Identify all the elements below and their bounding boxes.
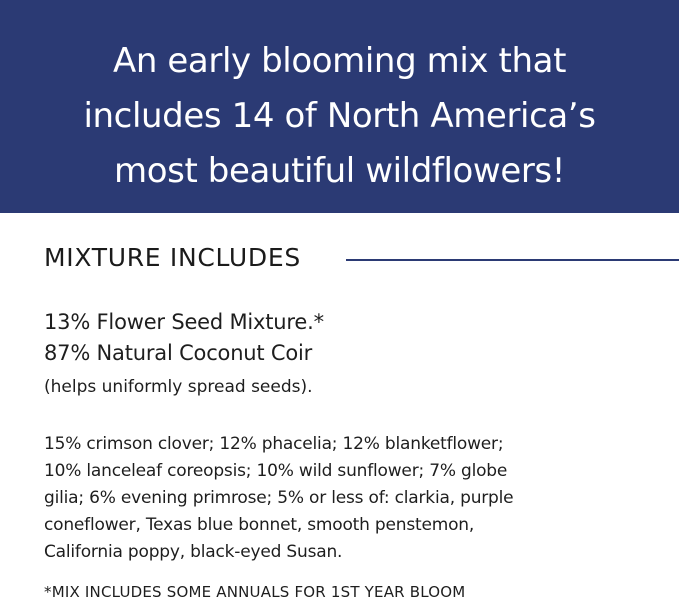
mixture-summary xyxy=(44,307,324,369)
headline-banner xyxy=(0,0,679,213)
headline-line: includes 14 of North America’s xyxy=(83,96,596,136)
headline-line: most beautiful wildflowers! xyxy=(114,151,565,191)
headline xyxy=(0,34,679,199)
ingredient-line: coneflower, Texas blue bonnet, smooth penstemon, xyxy=(44,515,475,535)
ingredient-list xyxy=(44,431,513,566)
ingredient-line: 10% lanceleaf coreopsis; 10% wild sunflower; 7% globe xyxy=(44,461,508,481)
ingredient-line: 15% crimson clover; 12% phacelia; 12% blanketflower; xyxy=(44,434,504,454)
coir-note: (helps uniformly spread seeds). xyxy=(44,377,313,397)
summary-line: 87% Natural Coconut Coir xyxy=(44,341,313,365)
section-divider xyxy=(346,259,679,261)
section-title: MIXTURE INCLUDES xyxy=(44,243,301,272)
headline-line: An early blooming mix that xyxy=(113,41,566,81)
ingredient-line: California poppy, black-eyed Susan. xyxy=(44,542,343,562)
summary-line: 13% Flower Seed Mixture.* xyxy=(44,310,324,334)
ingredient-line: gilia; 6% evening primrose; 5% or less of: clarkia, purple xyxy=(44,488,514,508)
annuals-footnote: *MIX INCLUDES SOME ANNUALS FOR 1ST YEAR BLOOM xyxy=(44,583,466,601)
